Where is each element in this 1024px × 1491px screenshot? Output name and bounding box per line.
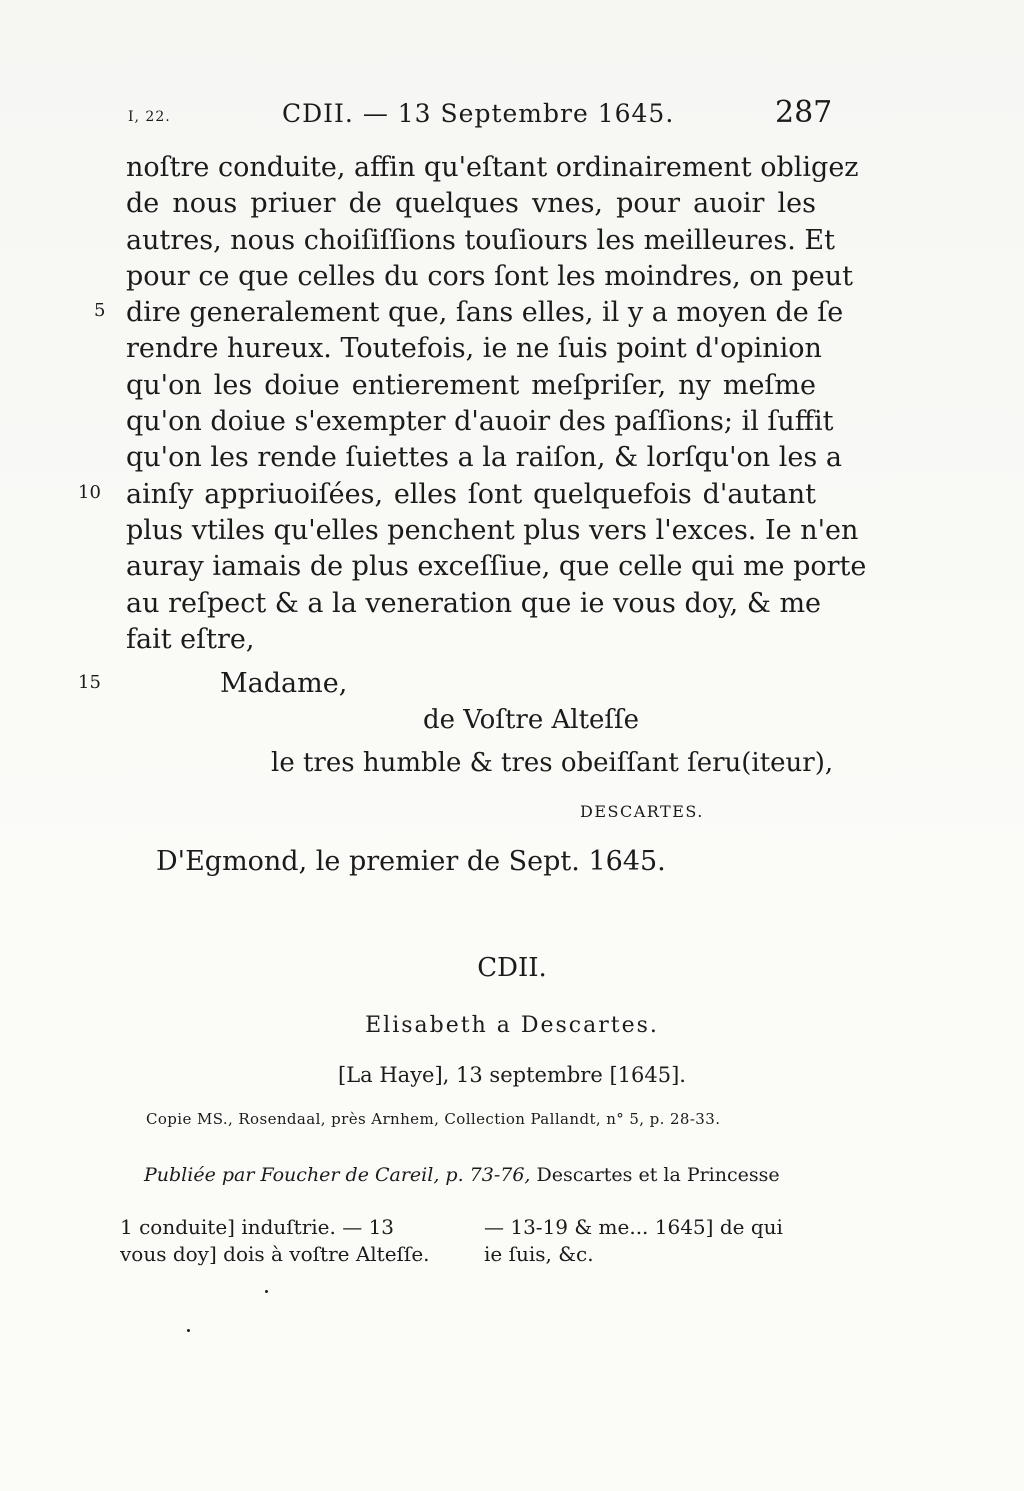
footnote-line: 1 conduite] induſtrie. — 13 bbox=[120, 1215, 395, 1239]
publication-rest: Descartes et la Princesse bbox=[530, 1164, 780, 1186]
body-line: au reſpect & a la veneration que ie vous doy, & me bbox=[126, 587, 822, 619]
body-line: fait eſtre, bbox=[126, 623, 255, 655]
publication-note bbox=[144, 1164, 780, 1186]
letter-number: CDII. bbox=[477, 953, 547, 983]
footnote-line: — 13-19 & me... 1645] de qui bbox=[484, 1215, 783, 1239]
publication-italic: Publiée par Foucher de Careil, p. 73-76, bbox=[144, 1164, 531, 1186]
salutation: Madame, bbox=[220, 668, 348, 699]
signature: DESCARTES. bbox=[580, 802, 704, 821]
body-line: noſtre conduite, affin qu'eſtant ordinairement obligez bbox=[126, 152, 859, 183]
body-line: plus vtiles qu'elles penchent plus vers l'exces. Ie n'en bbox=[126, 514, 859, 546]
header-reference: I, 22. bbox=[128, 109, 171, 125]
footnote-line: vous doy] dois à voſtre Alteſſe. bbox=[120, 1242, 430, 1266]
manuscript-source: Copie MS., Rosendaal, près Arnhem, Collection Pallandt, n° 5, p. 28-33. bbox=[146, 1110, 721, 1128]
body-line: dire generalement que, ſans elles, il y a moyen de ſe bbox=[126, 297, 844, 329]
page-number: 287 bbox=[775, 95, 833, 130]
body-line: qu'on doiue s'exempter d'auoir des paſſions; il ſuffit bbox=[126, 406, 834, 438]
header-title: CDII. — 13 Septembre 1645. bbox=[282, 99, 675, 128]
line-number-5: 5 bbox=[94, 300, 106, 321]
letter-date: [La Haye], 13 septembre [1645]. bbox=[338, 1063, 686, 1087]
ink-speck bbox=[265, 1290, 268, 1293]
footnote-column-2 bbox=[484, 1214, 783, 1268]
footnote-column-1 bbox=[120, 1214, 430, 1268]
body-line: ainſy appriuoiſées, elles ſont quelquefois d'autant bbox=[126, 478, 816, 510]
line-number-10: 10 bbox=[78, 482, 101, 503]
body-line: pour ce que celles du cors ſont les moindres, on peut bbox=[126, 260, 854, 292]
closing-line-2: le tres humble & tres obeiſſant ſeru(iteur), bbox=[271, 748, 834, 778]
body-line: rendre hureux. Toutefois, ie ne ſuis point d'opinion bbox=[126, 333, 822, 365]
letter-title: Elisabeth a Descartes. bbox=[365, 1013, 659, 1038]
footnote-line: ie ſuis, &c. bbox=[484, 1242, 594, 1266]
body-line: qu'on les rende ſuiettes a la raiſon, & lorſqu'on les a bbox=[126, 442, 842, 474]
ink-speck bbox=[187, 1329, 190, 1332]
letter-body bbox=[126, 150, 867, 658]
dateline: D'Egmond, le premier de Sept. 1645. bbox=[156, 846, 666, 877]
line-number-15: 15 bbox=[78, 672, 101, 693]
closing-line-1: de Voſtre Alteſſe bbox=[423, 705, 640, 735]
running-header bbox=[0, 95, 1024, 135]
body-line: qu'on les doiue entierement meſpriſer, ny meſme bbox=[126, 369, 816, 401]
body-line: auray iamais de plus exceſſiue, que celle qui me porte bbox=[126, 551, 867, 583]
body-line: de nous priuer de quelques vnes, pour auoir les bbox=[126, 188, 816, 220]
body-line: autres, nous choiſiſſions touſiours les meilleures. Et bbox=[126, 224, 835, 256]
